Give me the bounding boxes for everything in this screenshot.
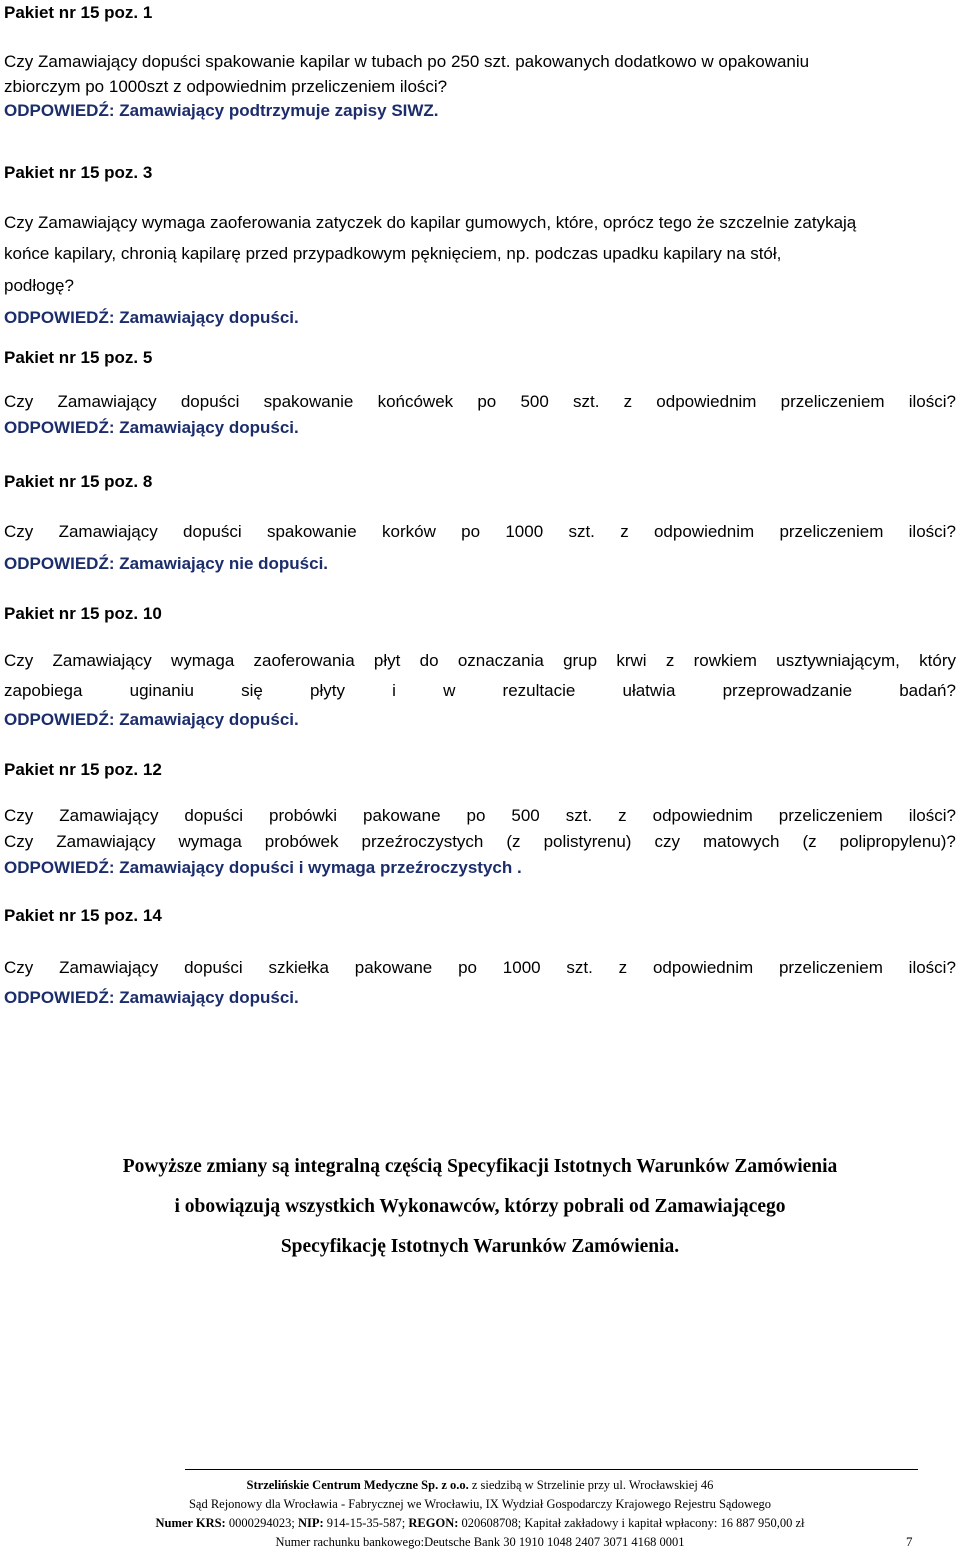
footer-registry	[0, 1516, 960, 1531]
word: przeliczeniem	[778, 958, 883, 977]
section-header-poz-14: Pakiet nr 15 poz. 14	[4, 906, 162, 925]
section-header-poz-8: Pakiet nr 15 poz. 8	[4, 472, 153, 491]
nip-value: 914-15-35-587;	[323, 1516, 409, 1530]
word: krwi	[616, 651, 647, 670]
word: Czy	[4, 392, 34, 411]
word: badań?	[899, 681, 956, 700]
word: Zamawiający	[57, 392, 157, 411]
word: Zamawiający	[58, 522, 158, 541]
word: ułatwia	[622, 681, 676, 700]
section-header-poz-10: Pakiet nr 15 poz. 10	[4, 604, 162, 623]
word: 1000	[502, 958, 541, 977]
question-line: końce kapilary, chronią kapilarę przed przypadkowym pęknięciem, np. podczas upadku kapilary na stół,	[4, 244, 782, 263]
word: ilości?	[908, 522, 956, 541]
nip-label: NIP:	[297, 1516, 324, 1530]
word: spakowanie	[263, 392, 354, 411]
word: zapobiega	[4, 681, 83, 700]
word: ilości?	[908, 958, 956, 977]
word: dopuści	[184, 806, 244, 825]
krs-value: 0000294023;	[225, 1516, 298, 1530]
word: 500	[520, 392, 549, 411]
word: spakowanie	[266, 522, 357, 541]
question-line: Czy Zamawiający wymaga zaoferowania zatyczek do kapilar gumowych, które, oprócz tego że szczelnie zatykają	[4, 213, 857, 232]
word: Zamawiający	[56, 832, 156, 851]
section-header-poz-5: Pakiet nr 15 poz. 5	[4, 348, 153, 367]
word: ilości?	[908, 392, 956, 411]
section-header-poz-12: Pakiet nr 15 poz. 12	[4, 760, 162, 779]
answer: ODPOWIEDŹ: Zamawiający dopuści.	[4, 308, 299, 327]
word: usztywniającym,	[776, 651, 900, 670]
word: matowych	[702, 832, 780, 851]
word: przeliczeniem	[778, 806, 883, 825]
word: szt.	[565, 806, 593, 825]
word: który	[919, 651, 956, 670]
word: uginaniu	[129, 681, 194, 700]
word: (z	[506, 832, 521, 851]
word: przeprowadzanie	[722, 681, 853, 700]
regon-value: 020608708; Kapitał zakładowy i kapitał wpłacony: 16 887 950,00 zł	[458, 1516, 805, 1530]
footer-company-address: z siedzibą w Strzelinie przy ul. Wrocławskiej 46	[468, 1478, 714, 1492]
word: Zamawiający	[59, 806, 159, 825]
word: grup	[563, 651, 598, 670]
word: Czy	[4, 806, 34, 825]
word: i	[392, 681, 396, 700]
word: z	[618, 958, 628, 977]
word: polistyrenu)	[543, 832, 632, 851]
word: przeliczeniem	[779, 522, 884, 541]
footer-bank-account: Numer rachunku bankowego:Deutsche Bank 30 1910 1048 2407 3071 4168 0001	[275, 1535, 685, 1549]
word: pakowane	[363, 806, 441, 825]
word: Czy	[4, 958, 34, 977]
regon-label: REGON:	[408, 1516, 459, 1530]
word: odpowiednim	[652, 958, 754, 977]
answer: ODPOWIEDŹ: Zamawiający dopuści.	[4, 710, 299, 729]
word: płyty	[310, 681, 345, 700]
word: odpowiednim	[652, 806, 753, 825]
word: szkiełka	[268, 958, 329, 977]
word: 1000	[505, 522, 544, 541]
word: rowkiem	[693, 651, 757, 670]
word: z	[665, 651, 675, 670]
word: się	[241, 681, 263, 700]
word: probówki	[269, 806, 338, 825]
closing-line: Specyfikację Istotnych Warunków Zamówienia.	[280, 1236, 680, 1257]
word: wymaga	[178, 832, 242, 851]
word: po	[458, 958, 477, 977]
word: po	[461, 522, 481, 541]
word: Czy	[4, 651, 34, 670]
word: z	[623, 392, 633, 411]
word: oznaczania	[457, 651, 544, 670]
question-line-justified	[4, 804, 956, 828]
word: zaoferowania	[253, 651, 355, 670]
question-line-justified	[4, 956, 956, 980]
question-line-justified	[4, 520, 956, 544]
question-line: Czy Zamawiający dopuści spakowanie kapilar w tubach po 250 szt. pakowanych dodatkowo w opakowaniu	[4, 52, 810, 71]
word: do	[419, 651, 439, 670]
section-header-poz-1: Pakiet nr 15 poz. 1	[4, 3, 153, 22]
closing-line: Powyższe zmiany są integralną częścią Specyfikacji Istotnych Warunków Zamówienia	[122, 1156, 838, 1177]
question-line-justified	[4, 390, 956, 414]
answer: ODPOWIEDŹ: Zamawiający nie dopuści.	[4, 554, 329, 573]
section-header-poz-3: Pakiet nr 15 poz. 3	[4, 163, 153, 182]
word: 500	[511, 806, 540, 825]
word: w	[443, 681, 456, 700]
footer-company-name: Strzelińskie Centrum Medyczne Sp. z o.o.	[246, 1478, 469, 1492]
word: dopuści	[184, 958, 243, 977]
word: wymaga	[170, 651, 235, 670]
word: polipropylenu)?	[839, 832, 956, 851]
word: po	[466, 806, 486, 825]
word: odpowiednim	[656, 392, 757, 411]
question-line-justified	[4, 649, 956, 673]
word: (z	[802, 832, 817, 851]
word: dopuści	[183, 522, 242, 541]
word: odpowiednim	[653, 522, 755, 541]
question-line: podłogę?	[4, 276, 74, 295]
word: ilości?	[908, 806, 956, 825]
word: Zamawiający	[52, 651, 152, 670]
question-line-justified	[4, 679, 956, 703]
word: płyt	[373, 651, 401, 670]
question-line-justified	[4, 830, 956, 854]
word: probówek	[264, 832, 339, 851]
word: szt.	[568, 522, 595, 541]
footer-company	[0, 1478, 960, 1493]
krs-label: Numer KRS:	[155, 1516, 226, 1530]
footer-court: Sąd Rejonowy dla Wrocławia - Fabrycznej we Wrocławiu, IX Wydział Gospodarczy Krajowego Rejestru Sądowego	[188, 1497, 772, 1511]
word: dopuści	[180, 392, 240, 411]
word: po	[477, 392, 497, 411]
word: Czy	[4, 832, 34, 851]
answer: ODPOWIEDŹ: Zamawiający dopuści i wymaga przeźroczystych .	[4, 858, 522, 877]
word: rezultacie	[502, 681, 576, 700]
closing-line: i obowiązują wszystkich Wykonawców, którzy pobrali od Zamawiającego	[174, 1196, 786, 1217]
word: z	[620, 522, 629, 541]
answer: ODPOWIEDŹ: Zamawiający podtrzymuje zapisy SIWZ.	[4, 101, 439, 120]
word: pakowane	[354, 958, 433, 977]
word: z	[618, 806, 627, 825]
word: końcówek	[377, 392, 454, 411]
word: Czy	[4, 522, 34, 541]
word: przeźroczystych	[361, 832, 484, 851]
page-number: 7	[906, 1534, 913, 1549]
word: czy	[654, 832, 680, 851]
question-line: zbiorczym po 1000szt z odpowiednim przeliczeniem ilości?	[4, 77, 448, 96]
footer-divider	[185, 1469, 918, 1470]
answer: ODPOWIEDŹ: Zamawiający dopuści.	[4, 988, 299, 1007]
word: szt.	[566, 958, 593, 977]
word: korków	[382, 522, 436, 541]
answer: ODPOWIEDŹ: Zamawiający dopuści.	[4, 418, 299, 437]
word: Zamawiający	[59, 958, 159, 977]
word: przeliczeniem	[780, 392, 885, 411]
word: szt.	[572, 392, 600, 411]
